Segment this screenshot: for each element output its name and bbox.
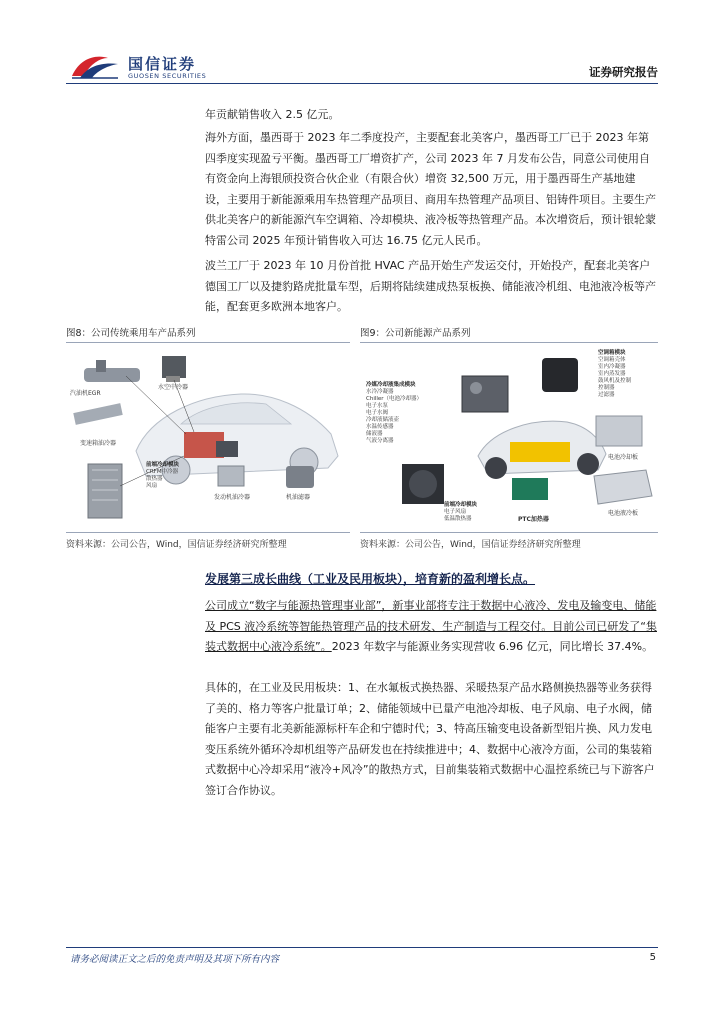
paragraph-poland-plant: 波兰工厂于 2023 年 10 月份首批 HVAC 产品开始生产发运交付，开始投产，配套北美客户德国工厂以及捷豹路虎批量车型，后期将陆续建成热泵板换、储能液冷机组、电池液冷板等产能，配套更多欧洲本地客户。	[205, 259, 656, 313]
label-egr: 汽油机EGR	[70, 390, 101, 397]
coolant-module-item: 水冷冷凝器	[366, 389, 394, 395]
paragraph-revenue-contribution: 年贡献销售收入 2.5 亿元。	[205, 108, 340, 121]
footer-disclaimer: 请务必阅读正文之后的免责声明及其项下所有内容	[70, 954, 280, 965]
figure9-source: 资料来源：公司公告，Wind，国信证券经济研究所整理	[360, 540, 581, 550]
coolant-module-item: 储液器	[366, 431, 383, 437]
footer-divider	[66, 947, 658, 948]
label-front-module-group	[146, 462, 179, 490]
section-heading: 发展第三成长曲线（工业及民用板块），培育新的盈利增长点。	[205, 572, 536, 586]
label-coolant-module: 冷媒冷却液集成模块	[366, 382, 416, 388]
figure8-top-rule	[66, 342, 350, 343]
figure9-bottom-rule	[360, 532, 658, 533]
page-number: 5	[649, 952, 656, 963]
label-coolant-module-group	[366, 382, 422, 445]
figure9-title: 图9：公司新能源产品系列	[360, 328, 471, 339]
paragraph-digital-energy-rest: 2023 年数字与能源业务实现营收 6.96 亿元，同比增长 37.4%。	[331, 640, 654, 653]
coolant-module-item: 电子水阀	[366, 410, 389, 416]
report-type-label: 证券研究报告	[589, 65, 658, 79]
ac-module-item: 控制器	[598, 385, 615, 391]
figure8-bottom-rule	[66, 532, 350, 533]
label-ev-front-module-group	[444, 502, 477, 523]
ev-front-module-item: 低温散热器	[444, 516, 472, 522]
coolant-module-item: 冷却液储液壶	[366, 417, 400, 423]
paragraph-digital-energy	[205, 596, 657, 658]
paragraph-digital-energy-highlight: 公司成立“数字与能源热管理事业部”，新事业部将专注于数据中心液冷、发电及输变电、储能及 PCS 液冷系统等智能热管理产品的技术研发、生产制造与工程交付。目前公司已研发了“集装式数据中心液冷系统”。	[205, 599, 657, 653]
label-ev-front-module: 前端冷却模块	[444, 502, 478, 508]
label-cooling-plate: 电池冷却板	[608, 454, 639, 461]
logo-name-cn: 国信证券	[128, 55, 197, 73]
guosen-logo-icon	[70, 52, 120, 80]
coolant-module-item: Chiller（电池冷却器）	[366, 396, 423, 402]
figure8-title: 图8：公司传统乘用车产品系列	[66, 328, 196, 339]
coolant-module-item: 电子水泵	[366, 403, 389, 409]
front-module-item: 风扇	[146, 483, 158, 489]
coolant-module-item: 气液分离器	[366, 438, 394, 444]
label-engine-cooler: 发动机油冷器	[214, 494, 251, 501]
figure8-source: 资料来源：公司公告，Wind，国信证券经济研究所整理	[66, 540, 287, 550]
ac-module-item: 鼓风机及控制	[598, 378, 632, 384]
paragraph-industrial-civil: 具体的，在工业及民用板块：1、在水氟板式换热器、采暖热泵产品水路侧换热器等业务获得了美的、格力等客户批量订单；2、储能领域中已量产电池冷却板、电子风扇、电子水阀，储能客户主要有北美新能源标杆车企和宁德时代；3、特高压输变电设备新型铝片换、风力发电变压系统外循环冷却机组等产品研发也在持续推进中；4、数据中心液冷方面，公司的集装箱式数据中心冷却采用“液冷+风冷”的散热方式，目前集装箱式数据中心温控系统已与下游客户签订合作协议。	[205, 681, 655, 797]
label-front-module: 前端冷却模块	[146, 462, 180, 468]
label-ptc-heater: PTC加热器	[518, 516, 549, 523]
label-ac-module: 空调箱模块	[598, 350, 626, 356]
ev-front-module-item: 电子风扇	[444, 509, 467, 515]
ac-module-item: 过滤器	[598, 392, 615, 398]
ac-module-item: 室内冷凝器	[598, 364, 626, 370]
coolant-module-item: 水温传感器	[366, 424, 394, 430]
front-module-item: CRFM中冷器	[146, 469, 179, 475]
label-oil-filter: 机油滤器	[286, 494, 311, 501]
label-water-cooler: 水空中冷器	[158, 384, 189, 391]
page-header	[70, 52, 658, 84]
ac-module-item: 室内蒸发器	[598, 371, 626, 377]
ac-module-item: 空调箱壳体	[598, 357, 626, 363]
label-ac-module-group	[598, 350, 631, 399]
figure9-image	[362, 346, 658, 530]
logo-name-en: GUOSEN SECURITIES	[128, 72, 207, 80]
label-battery-cooling-plate: 电池液冷板	[608, 510, 639, 517]
label-transmission-cooler: 变速箱油冷器	[80, 440, 117, 447]
figure9-top-rule	[360, 342, 658, 343]
front-module-item: 散热器	[146, 476, 163, 482]
header-divider	[66, 83, 658, 84]
paragraph-mexico-plant: 海外方面，墨西哥于 2023 年二季度投产，主要配套北美客户，墨西哥工厂已于 2023 年第四季度实现盈亏平衡。墨西哥工厂增资扩产，公司 2023 年 7 月发布公告，同意公司使用自有资金向上海银颀投资合伙企业（有限合伙）增资 32,500 万元，用于墨西哥生产基地建设，主要用于新能源乘用车热管理产品项目、商用车热管理产品项目、铝铸件项目。主要生产供北美客户的新能源汽车空调箱、冷却模块、液冷板等热管理产品。本次增资后，预计银轮蒙特雷公司 2025 年预计销售收入可达 16.75 亿元人民币。	[205, 131, 656, 247]
figure8-image	[66, 346, 348, 530]
